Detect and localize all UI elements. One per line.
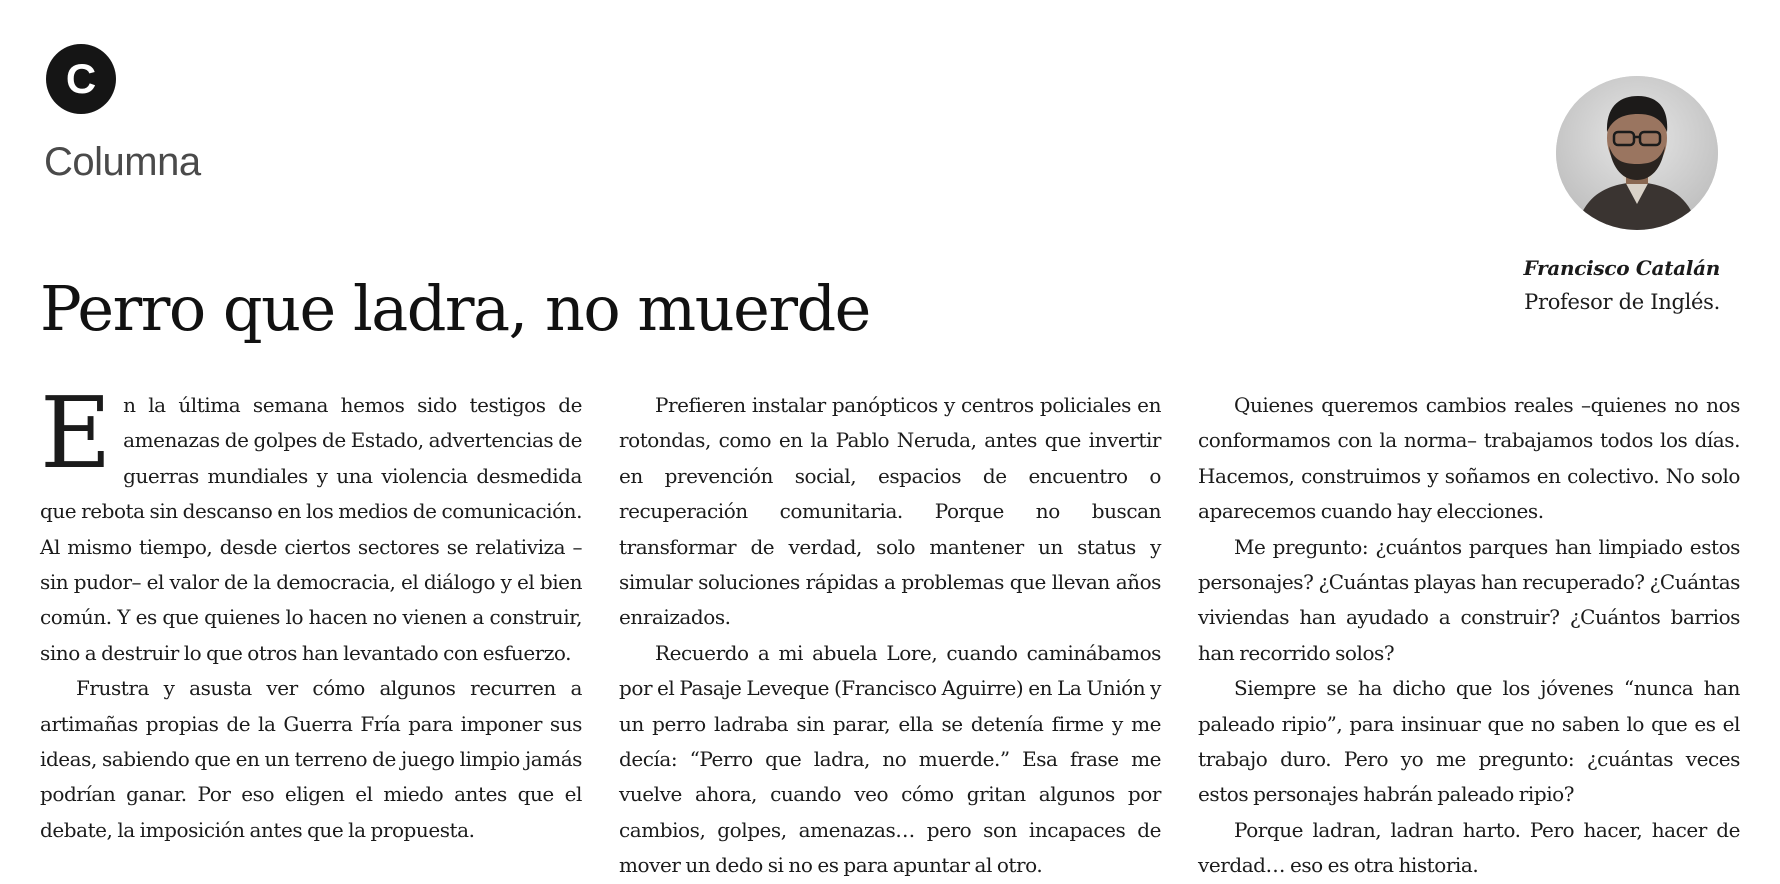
article-column-2 — [619, 388, 1161, 878]
article-column-3 — [1198, 388, 1740, 878]
author-name: Francisco Catalán — [1523, 256, 1720, 280]
paragraph: Porque ladran, ladran harto. Pero hacer, hacer de verdad… eso es otra historia. — [1198, 817, 1740, 878]
paragraph: Quienes queremos cambios reales –quienes no nos conformamos con la norma– trabajamos todos los días. Hacemos, construimos y soñamos en colectivo. No solo aparecemos cuando hay elecciones. — [1198, 393, 1740, 524]
author-photo — [1556, 76, 1718, 230]
paragraph: Siempre se ha dicho que los jóvenes “nunca han paleado ripio”, para insinuar que no saben lo que es el trabajo duro. Pero yo me pregunto: ¿cuántas veces estos personajes habrán paleado ripio? — [1198, 676, 1740, 807]
paragraph: Prefieren instalar panópticos y centros policiales en rotondas, como en la Pablo Neruda, antes que invertir en prevención social, espacios de encuentro o recuperación comunitaria. Porque no buscan transformar de verdad, solo mantener un status y simular soluciones rápidas a problemas que llevan años enraizados. — [619, 393, 1161, 630]
author-role: Profesor de Inglés. — [1524, 290, 1720, 314]
section-badge — [46, 44, 116, 114]
drop-cap: E — [40, 377, 112, 491]
article-headline: Perro que ladra, no muerde — [40, 272, 870, 345]
paragraph: Recuerdo a mi abuela Lore, cuando caminábamos por el Pasaje Leveque (Francisco Aguirre) en La Unión y un perro ladraba sin parar, ella se detenía firme y me decía: “Perro que ladra, no muerde.” Esa frase me vuelve ahora, cuando veo cómo gritan algunos por cambios, golpes, amenazas… pero son incapaces de mover un dedo si no es para apuntar al otro. — [619, 640, 1161, 878]
section-label: Columna — [44, 140, 201, 184]
article-column-1 — [40, 377, 582, 858]
paragraph: Me pregunto: ¿cuántos parques han limpiado estos personajes? ¿Cuántas playas han recuperado? ¿Cuántas viviendas han ayudado a construir? ¿Cuántos barrios han recorrido solos? — [1198, 534, 1740, 665]
paragraph-text: n la última semana hemos sido testigos de amenazas de golpes de Estado, advertencias de guerras mundiales y una violencia desmedida que rebota sin descanso en los medios de comunicación. Al mismo tiempo, desde ciertos sectores se relativiza –sin pudor– el valor de la democracia, el diálogo y el bien común. Y es que quienes lo hacen no vienen a construir, sino a destruir lo que otros han levantado con esfuerzo. — [40, 393, 582, 665]
article-body — [40, 377, 1740, 878]
paragraph: Frustra y asusta ver cómo algunos recurren a artimañas propias de la Guerra Fría para imponer sus ideas, sabiendo que en un terreno de juego limpio jamás podrían ganar. Por eso eligen el miedo antes que el debate, la imposición antes que la propuesta. — [40, 676, 582, 842]
author-portrait-icon — [1556, 76, 1718, 230]
section-badge-letter: C — [65, 55, 97, 102]
paragraph — [40, 377, 582, 671]
